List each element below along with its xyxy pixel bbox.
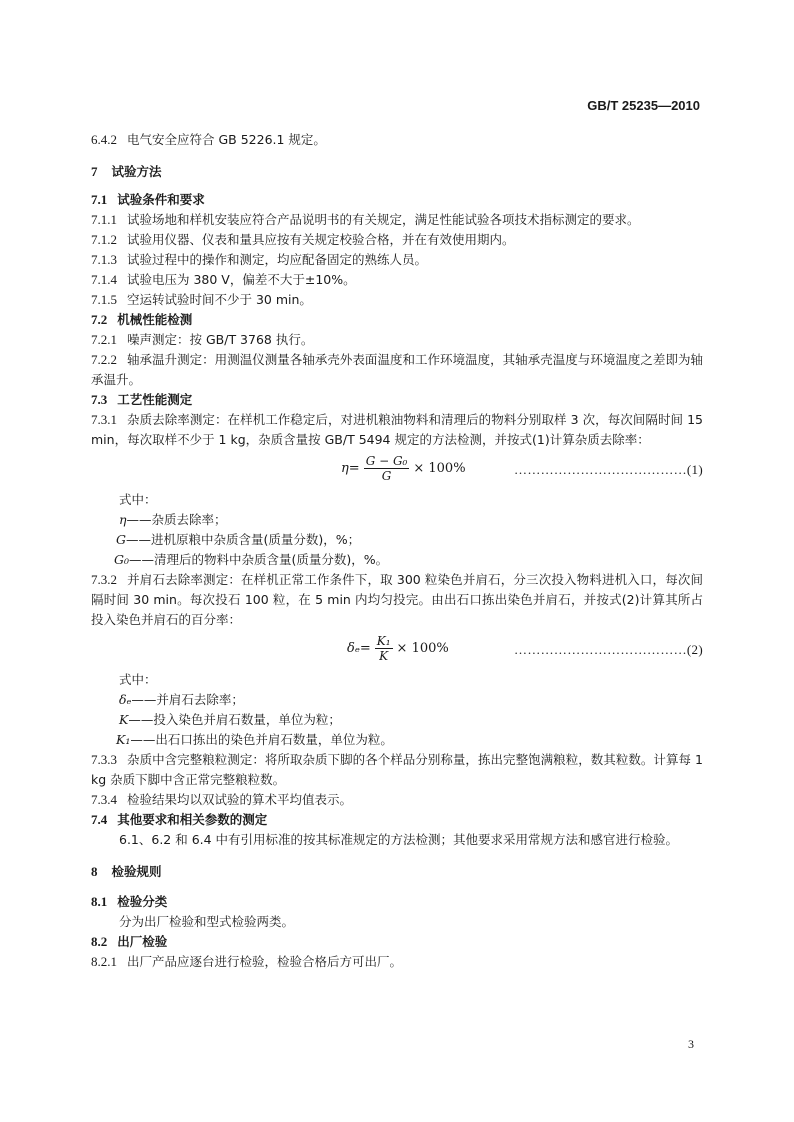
clause-text: 噪声测定：按 GB/T 3768 执行。	[127, 332, 314, 347]
clause-text: 试验过程中的操作和测定，均应配备固定的熟练人员。	[127, 252, 428, 267]
clause-7-2-1	[91, 330, 703, 350]
section-title: 检验规则	[111, 864, 162, 879]
clause-8-2-1	[91, 952, 703, 972]
definition-g	[91, 530, 703, 550]
standard-code: GB/T 25235—2010	[587, 98, 700, 113]
clause-text: 电气安全应符合 GB 5226.1 规定。	[127, 132, 326, 147]
formula-numerator: K₁	[376, 634, 391, 648]
clause-7-3-2	[91, 570, 703, 630]
section-title: 工艺性能测定	[117, 392, 193, 407]
definition-symbol: K₁	[116, 732, 131, 747]
clause-text: 试验场地和样机安装应符合产品说明书的有关规定，满足性能试验各项技术指标测定的要求。	[127, 212, 640, 227]
section-8-2-heading	[91, 932, 703, 952]
clause-text: 试验用仪器、仪表和量具应按有关规定校验合格，并在有效使用期内。	[127, 232, 515, 247]
definition-eta	[91, 510, 703, 530]
clause-number: 7.3.2	[91, 572, 117, 587]
clause-text: 杂质中含完整粮粒测定：将所取杂质下脚的各个样品分别称量，拣出完整饱满粮粒，数其粒数。计算每 1 kg 杂质下脚中含正常完整粮粒数。	[91, 752, 703, 787]
section-number: 8.1	[91, 894, 108, 909]
section-number: 7.2	[91, 312, 108, 327]
clause-text: 出厂产品应逐台进行检验，检验合格后方可出厂。	[127, 954, 403, 969]
definition-k	[91, 710, 703, 730]
formula-fraction	[375, 634, 393, 663]
definition-delta	[91, 690, 703, 710]
definition-symbol: K	[119, 712, 129, 727]
formula-2	[91, 634, 703, 664]
section-number: 7.4	[91, 812, 108, 827]
section-7-heading	[91, 162, 703, 182]
clause-7-1-4	[91, 270, 703, 290]
clause-number: 7.1.1	[91, 212, 117, 227]
section-7-4-heading	[91, 810, 703, 830]
section-number: 8	[91, 864, 98, 879]
section-title: 出厂检验	[117, 934, 168, 949]
formula-rhs: × 100%	[413, 460, 466, 476]
clause-7-1-2	[91, 230, 703, 250]
section-title: 其他要求和相关参数的测定	[117, 812, 268, 827]
definition-g0	[91, 550, 703, 570]
clause-text: 并肩石去除率测定：在样机正常工作条件下，取 300 粒染色并肩石，分三次投入物料进机入口，每次间隔时间 30 min。每次投石 100 粒，在 5 min 内均匀投完。由出石口拣出染色并肩石，并按式(2)计算其所占投入染色并肩石的百分率：	[91, 572, 703, 627]
clause-7-3-1	[91, 410, 703, 450]
definition-symbol: G	[116, 532, 126, 547]
formula-lhs: δₑ=	[347, 640, 371, 656]
clause-number: 7.2.1	[91, 332, 117, 347]
formula-lhs: η=	[341, 460, 360, 476]
clause-text: 空运转试验时间不少于 30 min。	[127, 292, 312, 307]
definition-k1	[91, 730, 703, 750]
definition-text: ——杂质去除率；	[126, 512, 227, 527]
clause-number: 7.3.1	[91, 412, 117, 427]
clause-7-1-1	[91, 210, 703, 230]
section-title: 试验条件和要求	[117, 192, 205, 207]
section-7-4-text: 6.1、6.2 和 6.4 中有引用标准的按其标准规定的方法检测；其他要求采用常规方法和感官进行检验。	[119, 832, 679, 847]
definition-text: ——投入染色并肩石数量，单位为粒；	[128, 712, 341, 727]
section-number: 7.3	[91, 392, 108, 407]
clause-number: 6.4.2	[91, 132, 117, 147]
definition-text: ——出石口拣出的染色并肩石数量，单位为粒。	[130, 732, 393, 747]
clause-number: 7.3.4	[91, 792, 117, 807]
section-title: 检验分类	[117, 894, 168, 909]
clause-6-4-2	[91, 130, 703, 150]
document-body	[91, 130, 703, 972]
equation-number: …………………………………(2)	[514, 642, 703, 657]
section-8-1-text: 分为出厂检验和型式检验两类。	[119, 914, 295, 929]
clause-7-3-3	[91, 750, 703, 790]
clause-number: 7.1.2	[91, 232, 117, 247]
formula-denominator: K	[379, 649, 389, 663]
section-number: 7.1	[91, 192, 108, 207]
clause-7-2-2	[91, 350, 703, 390]
where-label: 式中：	[119, 492, 157, 507]
section-7-2-heading	[91, 310, 703, 330]
formula-numerator: G − G₀	[365, 454, 408, 468]
clause-number: 7.3.3	[91, 752, 117, 767]
formula-fraction	[364, 454, 410, 483]
clause-number: 7.1.3	[91, 252, 117, 267]
clause-number: 7.1.5	[91, 292, 117, 307]
equation-number: …………………………………(1)	[514, 462, 703, 477]
section-title: 试验方法	[111, 164, 162, 179]
section-8-heading	[91, 862, 703, 882]
section-number: 7	[91, 164, 98, 179]
clause-text: 试验电压为 380 V，偏差不大于±10%。	[127, 272, 356, 287]
clause-7-1-3	[91, 250, 703, 270]
section-8-1-heading	[91, 892, 703, 912]
formula-denominator: G	[381, 469, 392, 483]
definition-symbol: δₑ	[119, 692, 132, 707]
definition-text: ——进机原粮中杂质含量(质量分数)，%；	[126, 532, 361, 547]
section-title: 机械性能检测	[117, 312, 193, 327]
definition-symbol: η	[119, 512, 127, 527]
clause-text: 检验结果均以双试验的算术平均值表示。	[127, 792, 353, 807]
section-number: 8.2	[91, 934, 108, 949]
clause-text: 轴承温升测定：用测温仪测量各轴承壳外表面温度和工作环境温度，其轴承壳温度与环境温度之差即为轴承温升。	[91, 352, 703, 387]
definition-symbol: G₀	[114, 552, 129, 567]
section-7-3-heading	[91, 390, 703, 410]
clause-number: 8.2.1	[91, 954, 117, 969]
formula-rhs: × 100%	[396, 640, 449, 656]
clause-text: 杂质去除率测定：在样机工作稳定后，对进机粮油物料和清理后的物料分别取样 3 次，每次间隔时间 15 min，每次取样不少于 1 kg，杂质含量按 GB/T 5494 规定的方法检测，并按式(1)计算杂质去除率：	[91, 412, 703, 447]
page-number: 3	[688, 1037, 694, 1051]
section-7-1-heading	[91, 190, 703, 210]
clause-number: 7.2.2	[91, 352, 117, 367]
definition-text: ——清理后的物料中杂质含量(质量分数)，%。	[129, 552, 389, 567]
clause-7-1-5	[91, 290, 703, 310]
where-label: 式中：	[119, 672, 157, 687]
clause-7-3-4	[91, 790, 703, 810]
definition-text: ——并肩石去除率；	[131, 692, 244, 707]
clause-number: 7.1.4	[91, 272, 117, 287]
formula-1	[91, 454, 703, 484]
formula-2-expression	[347, 634, 449, 663]
formula-1-expression	[341, 454, 466, 483]
